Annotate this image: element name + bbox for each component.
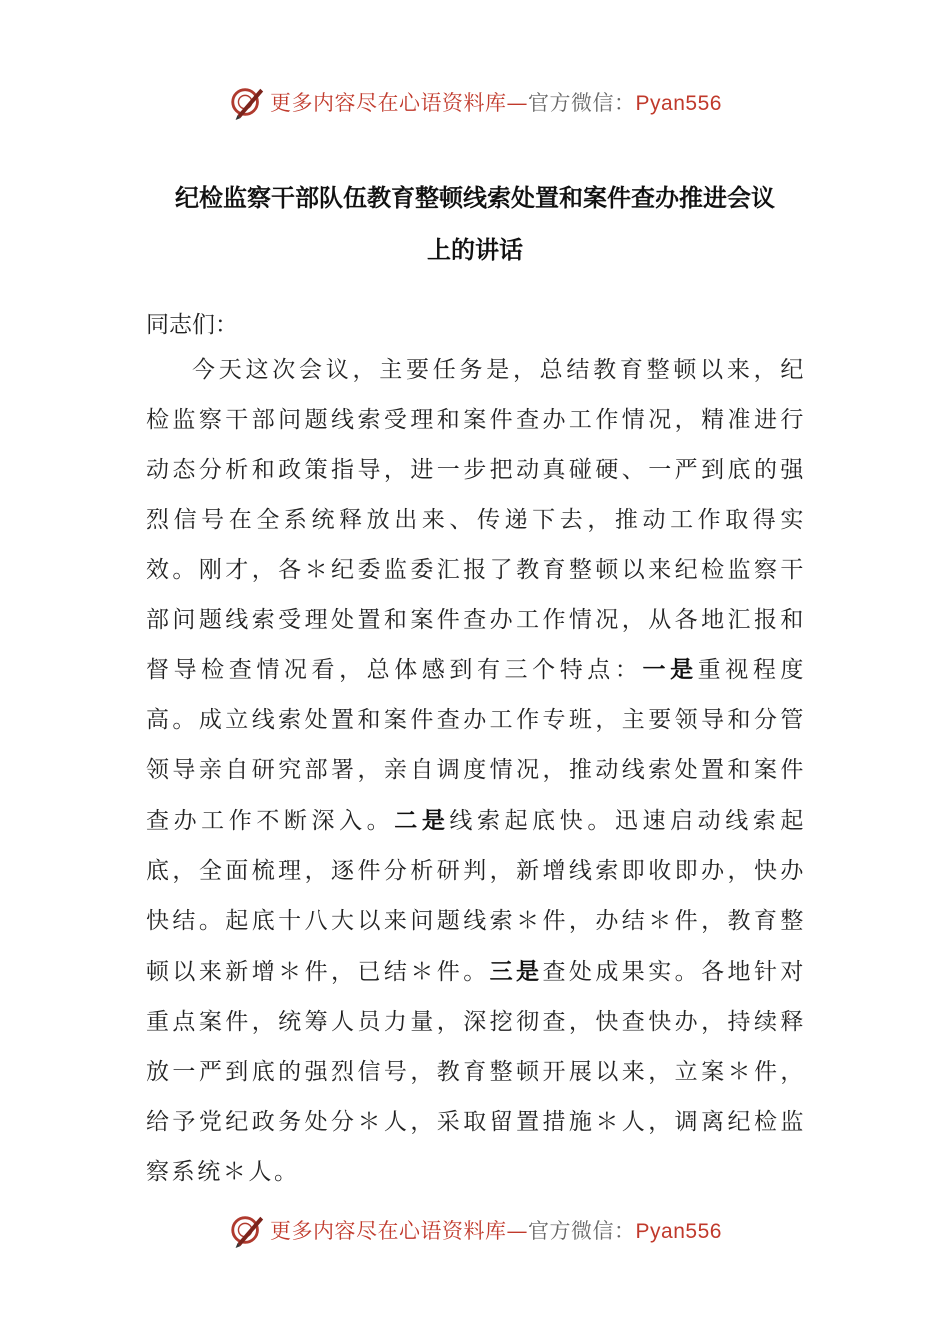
point-2-label: 二是 (394, 807, 450, 835)
banner-main-text: 更多内容尽在心语资料库 (270, 91, 507, 115)
banner-official-label: 官方微信： (528, 91, 636, 115)
paragraph-text-c: 线索起底快。迅速启动线索起底，全面梳理，逐件分析研判，新增线索即收即办，快办快结。起底十八大以来问题线索＊件，办结＊件，教育整顿以来新增＊件，已结＊件。 (146, 808, 807, 985)
footer-banner (0, 1210, 950, 1250)
header-banner (0, 82, 950, 122)
footer-banner-text (270, 1215, 722, 1245)
banner-official-label: 官方微信： (528, 1219, 636, 1243)
salutation: 同志们： (146, 312, 238, 338)
title-line-1: 纪检监察干部队伍教育整顿线索处置和案件查办推进会议 (175, 184, 775, 212)
paragraph-text-d: 查处成果实。各地针对重点案件，统筹人员力量，深挖彻查，快查快办，持续释放一严到底的强烈信号，教育整顿开展以来，立案＊件，给予党纪政务处分＊人，采取留置措施＊人，调离纪检监察系统＊人。 (146, 958, 806, 1185)
point-1-label: 一是 (642, 656, 698, 684)
banner-wechat-id: Pyan556 (635, 1220, 722, 1243)
header-banner-text (270, 87, 722, 117)
pen-circle-logo-icon (228, 83, 266, 121)
title-line-2: 上的讲话 (427, 236, 523, 264)
banner-separator: — (506, 1219, 529, 1243)
banner-main-text: 更多内容尽在心语资料库 (270, 1219, 507, 1243)
banner-wechat-id: Pyan556 (635, 92, 722, 115)
pen-circle-logo-icon (228, 1211, 266, 1249)
document-title (140, 172, 810, 276)
banner-separator: — (506, 91, 529, 115)
paragraph-text-b: 重视程度高。成立线索处置和案件查办工作专班，主要领导和分管领导亲自研究部署，亲自调度情况，推动线索处置和案件查办工作不断深入。 (146, 657, 807, 835)
paragraph-text-a: 今天这次会议，主要任务是，总结教育整顿以来，纪检监察干部问题线索受理和案件查办工作情况，精准进行动态分析和政策指导，进一步把动真碰硬、一严到底的强烈信号在全系统释放出来、传递下去，推动工作取得实效。刚才，各＊纪委监委汇报了教育整顿以来纪检监察干部问题线索受理处置和案件查办工作情况，从各地汇报和督导检查情况看，总体感到有三个特点： (146, 357, 806, 684)
body-paragraph (146, 346, 806, 1197)
point-3-label: 三是 (489, 957, 543, 985)
